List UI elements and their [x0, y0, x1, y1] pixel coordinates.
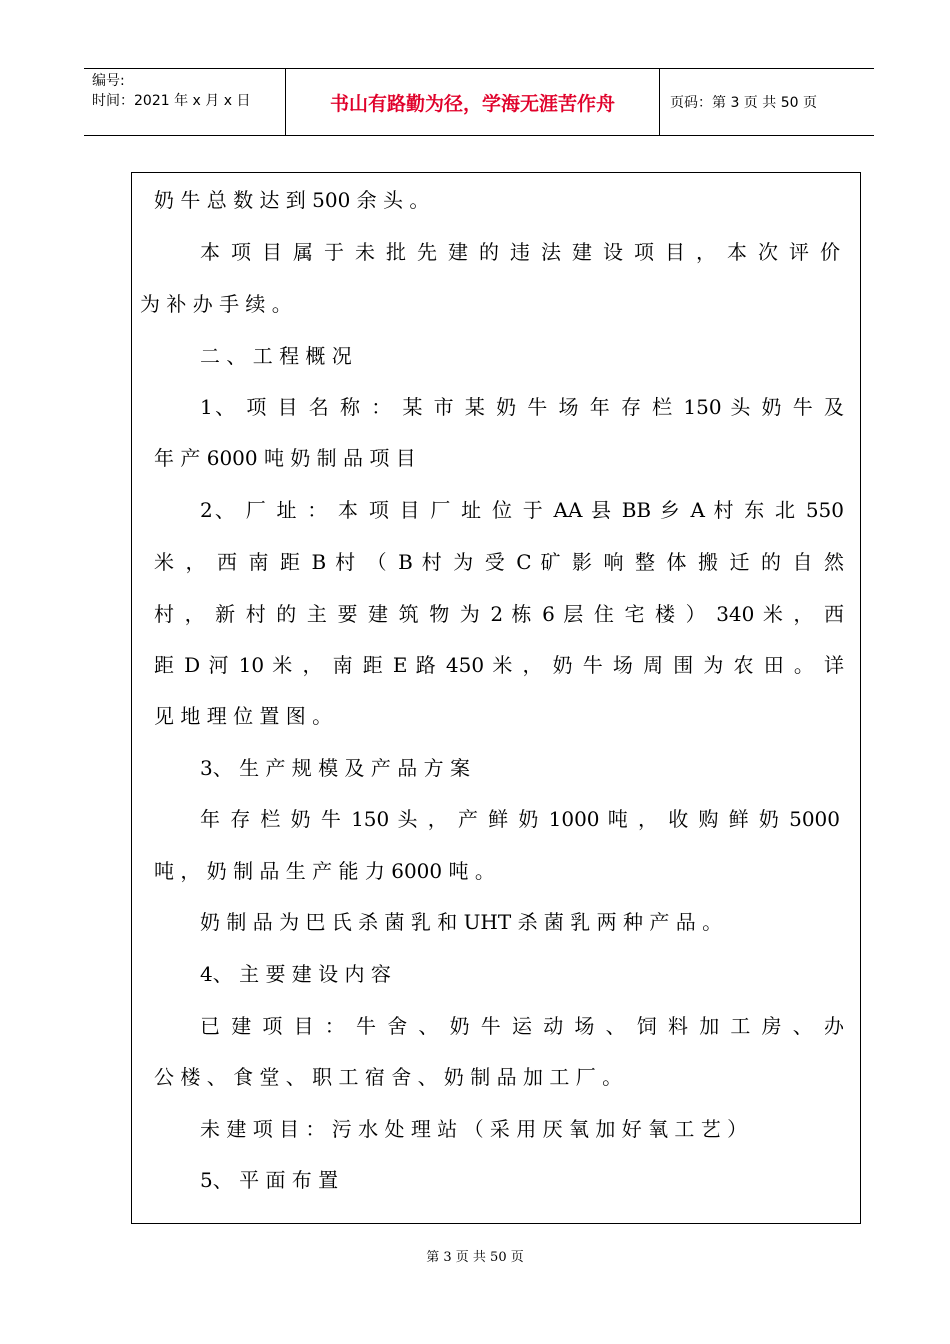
body-line: 年 产 6000 吨 奶 制 品 项 目: [154, 446, 416, 470]
body-line: 奶 牛 总 数 达 到 500 余 头 。: [154, 188, 430, 212]
page-footer: 第 3 页 共 50 页: [426, 1250, 524, 1265]
body-line: 奶 制 品 为 巴 氏 杀 菌 乳 和 UHT 杀 菌 乳 两 种 产 品 。: [200, 910, 723, 934]
body-line: 5、 平 面 布 置: [200, 1168, 339, 1192]
body-line: 未 建 项 目 ： 污 水 处 理 站 （ 采 用 厌 氧 加 好 氧 工 艺 ）: [200, 1117, 748, 1141]
body-line: 为 补 办 手 续 。: [140, 292, 292, 316]
body-line: 米 ， 西 南 距 B 村 （ B 村 为 受 C 矿 影 响 整 体 搬 迁 的 自 然: [154, 550, 844, 574]
body-line: 年 存 栏 奶 牛 150 头 ， 产 鲜 奶 1000 吨 ， 收 购 鲜 奶 5000: [200, 807, 840, 831]
body-line: 距 D 河 10 米 ， 南 距 E 路 450 米 ， 奶 牛 场 周 围 为 农 田 。 详: [154, 653, 844, 677]
content-frame: [131, 172, 861, 1224]
body-line: 公 楼 、 食 堂 、 职 工 宿 舍 、 奶 制 品 加 工 厂 。: [154, 1065, 623, 1089]
body-line: 已 建 项 目 ： 牛 舍 、 奶 牛 运 动 场 、 饲 料 加 工 房 、 办: [200, 1014, 844, 1038]
body-line: 3、 生 产 规 模 及 产 品 方 案: [200, 756, 470, 780]
header-motto: 书山有路勤为径，学海无涯苦作舟: [286, 69, 660, 135]
body-line: 4、 主 要 建 设 内 容: [200, 962, 391, 986]
body-line: 见 地 理 位 置 图 。: [154, 704, 333, 728]
body-line: 本 项 目 属 于 未 批 先 建 的 违 法 建 设 项 目 ， 本 次 评 价: [200, 240, 840, 264]
body-line: 2、 厂 址 ： 本 项 目 厂 址 位 于 AA 县 BB 乡 A 村 东 北 550: [200, 498, 844, 522]
body-line: 二 、 工 程 概 况: [200, 344, 352, 368]
header-number-label: 编号:: [92, 73, 125, 89]
body-line: 1、 项 目 名 称 ： 某 市 某 奶 牛 场 年 存 栏 150 头 奶 牛 及: [200, 395, 844, 419]
header-time-label: 时间：2021 年 x 月 x 日: [92, 93, 251, 109]
header-meta: [84, 69, 286, 135]
body-line: 村 ， 新 村 的 主 要 建 筑 物 为 2 栋 6 层 住 宅 楼 ） 340 米 ， 西: [154, 602, 844, 626]
page-header: [84, 68, 874, 136]
body-line: 吨 ， 奶 制 品 生 产 能 力 6000 吨 。: [154, 859, 495, 883]
header-page-info: 页码：第 3 页 共 50 页: [670, 95, 817, 111]
